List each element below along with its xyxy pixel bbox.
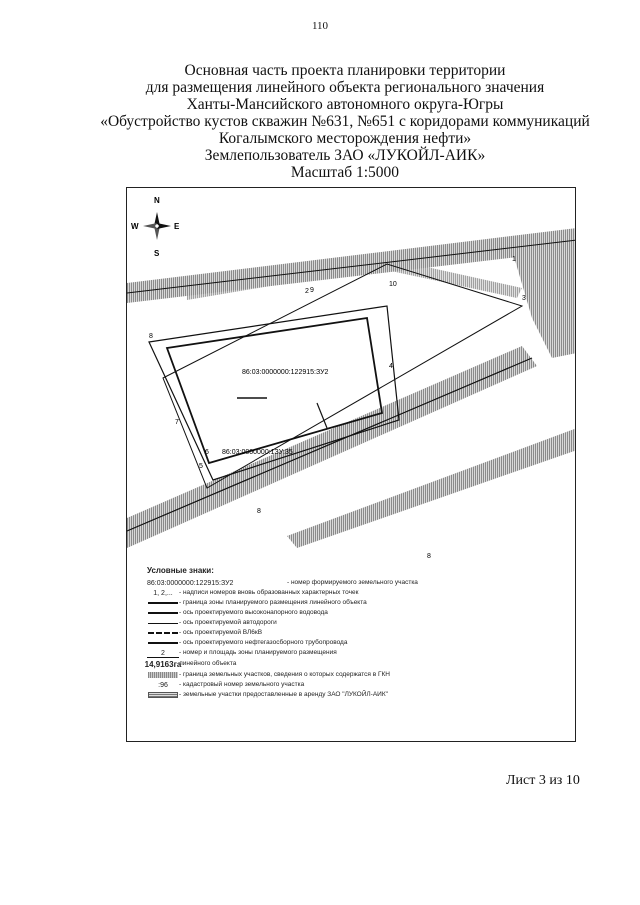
point-label: 8: [149, 333, 153, 340]
legend-text: - надписи номеров вновь образованных характерных точек: [179, 589, 359, 596]
legend-row: [147, 681, 547, 689]
legend-key: 14,9163га: [144, 660, 182, 669]
legend-row: [147, 691, 547, 699]
parcel-label-2: 86:03:0000000:1ЗУ:35: [222, 449, 293, 456]
page-number: 110: [311, 20, 329, 32]
legend-text: - ось проектируемого нефтегазосборного трубопровода: [179, 639, 348, 646]
point-label: 9: [310, 287, 314, 294]
legend-key: 2: [147, 649, 179, 658]
point-label: 7: [175, 419, 179, 426]
point-label: 5: [199, 463, 203, 470]
title-block: [60, 62, 630, 181]
legend-text: - граница земельных участков, сведения о которых содержатся в ГКН: [179, 671, 391, 678]
land-user-line: Землепользователь ЗАО «ЛУКОЙЛ-АИК»: [204, 147, 486, 164]
point-label: 2: [305, 288, 309, 295]
compass-icon: [131, 196, 180, 258]
point-label: 10: [389, 281, 397, 288]
axis-line: [317, 403, 327, 428]
title-line: «Обустройство кустов скважин №631, №651 с коридорами коммуникаций: [100, 113, 590, 130]
axis-line: [127, 240, 576, 293]
zone-label: 8: [427, 553, 431, 560]
legend-key: [147, 619, 179, 627]
legend-key: [147, 691, 179, 699]
title-line: Когалымского месторождения нефти»: [218, 130, 472, 147]
legend-text: линейного объекта: [179, 660, 237, 667]
legend-key: [147, 629, 179, 637]
legend-row: [147, 671, 547, 679]
legend-key: [147, 609, 179, 617]
legend-row: [147, 589, 547, 597]
legend: [144, 566, 547, 701]
legend-text: - номер и площадь зоны планируемого размещения: [179, 649, 337, 656]
legend-key: [147, 639, 179, 647]
scale-line: Масштаб 1:5000: [290, 164, 400, 181]
compass-e: E: [174, 222, 180, 231]
legend-row: [147, 579, 547, 587]
parcel-label: 86:03:0000000:122915:ЗУ2: [242, 369, 329, 376]
legend-key: [147, 599, 179, 607]
point-label: 6: [205, 449, 209, 456]
legend-key: 1, 2,...: [153, 589, 173, 597]
legend-text: - кадастровый номер земельного участка: [179, 681, 305, 688]
legend-text: - граница зоны планируемого размещения линейного объекта: [179, 599, 367, 606]
legend-row: [147, 629, 547, 637]
legend-row: [144, 660, 547, 669]
legend-row: [147, 619, 547, 627]
compass-s: S: [154, 249, 160, 258]
legend-key: 86:03:0000000:122915:ЗУ2: [147, 579, 234, 587]
title-line: для размещения линейного объекта регионального значения: [145, 79, 545, 96]
legend-text: - ось проектируемой автодороги: [179, 619, 277, 626]
zone-label: 8: [257, 508, 261, 515]
legend-text: - земельные участки предоставленные в аренду ЗАО "ЛУКОЙЛ-АИК": [179, 691, 388, 698]
point-label: 4: [389, 363, 393, 370]
title-line: Ханты-Мансийского автономного округа-Югры: [186, 96, 504, 113]
legend-text: - ось проектируемого высоконапорного водовода: [179, 609, 328, 616]
point-label: 3: [522, 295, 526, 302]
legend-key: [147, 671, 179, 679]
compass-w: W: [131, 222, 139, 231]
legend-row: [147, 649, 547, 658]
legend-text: - номер формируемого земельного участка: [287, 579, 418, 586]
legend-row: [147, 639, 547, 647]
point-label: 1: [512, 256, 516, 263]
legend-text: - ось проектируемой ВЛ6кВ: [179, 629, 263, 636]
sheet-label: Лист 3 из 10: [506, 773, 580, 788]
corridor-main: [127, 346, 537, 548]
map-frame: [126, 187, 576, 742]
legend-row: [147, 599, 547, 607]
legend-title: Условные знаки:: [147, 566, 214, 575]
compass-n: N: [154, 196, 160, 205]
title-line: Основная часть проекта планировки территории: [184, 62, 506, 79]
legend-row: [147, 609, 547, 617]
axis-line: [127, 358, 532, 531]
legend-key: :96: [158, 681, 168, 689]
